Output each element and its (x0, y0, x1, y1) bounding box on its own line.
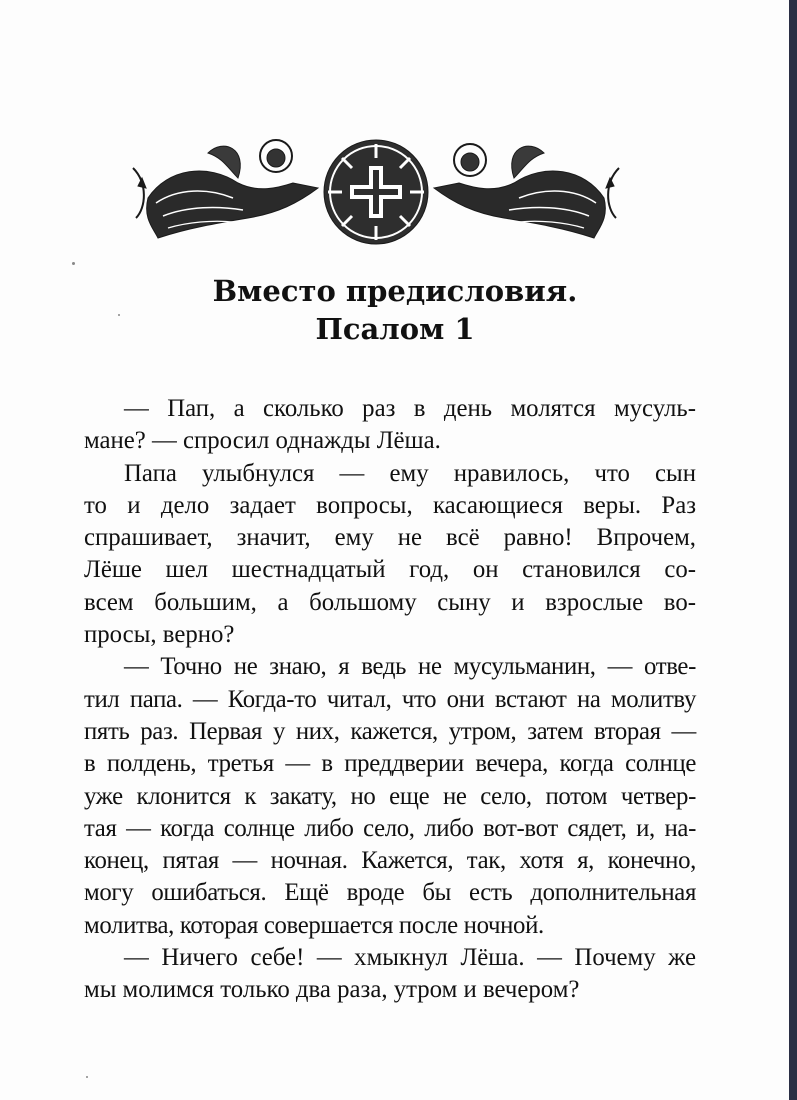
body-text (84, 393, 696, 1007)
text-line: в полдень, третья — в преддверии вечера, когда солнце (84, 750, 696, 778)
chapter-title-line-2: Псалом 1 (315, 312, 475, 346)
text-line: конец, пятая — ночная. Кажется, так, хотя я, конечно, (84, 847, 696, 875)
text-line: пять раз. Первая у них, кажется, утром, затем вторая — (84, 717, 696, 745)
paragraph (84, 651, 696, 942)
paragraph (84, 393, 696, 458)
text-line: всем большим, а большому сыну и взрослые во- (84, 588, 696, 616)
chapter-title-line-1: Вместо предисловия. (212, 274, 578, 308)
text-line: тил папа. — Когда-то читал, что они встают на молитву (84, 685, 696, 713)
text-line: — Пап, а сколько раз в день молятся мусуль- (124, 395, 696, 422)
paragraph (84, 458, 696, 652)
left-angel-icon (133, 140, 318, 238)
page-edge (789, 0, 797, 1100)
right-angel-icon (434, 144, 619, 238)
paper-speck (86, 1076, 88, 1078)
paper-speck (72, 262, 75, 265)
text-line: мы молимся только два раза, утром и вечером? (84, 976, 580, 1004)
text-line: молитва, которая совершается после ночной. (84, 911, 544, 939)
text-line: спрашивает, значит, ему не всё равно! Впрочем, (84, 524, 696, 552)
text-line: мане? — спросил однажды Лёша. (84, 427, 441, 455)
cross-medallion-icon (324, 140, 428, 244)
angels-with-cross-medallion-icon (128, 128, 624, 256)
text-line: Лёше шел шестнадцатый год, он становился со- (84, 556, 696, 584)
paper-speck (118, 314, 120, 316)
text-line: — Ничего себе! — хмыкнул Лёша. — Почему же (124, 944, 696, 972)
paragraph (84, 942, 696, 1007)
text-line: Папа улыбнулся — ему нравилось, что сын (124, 459, 696, 487)
text-line: просы, верно? (84, 621, 235, 649)
text-line: уже клонится к закату, но еще не село, потом четвер- (84, 782, 696, 810)
text-line: то и дело задает вопросы, касающиеся веры. Раз (84, 491, 696, 519)
text-line: могу ошибаться. Ещё вроде бы есть дополнительная (84, 879, 696, 907)
chapter-title (100, 272, 690, 348)
text-line: — Точно не знаю, я ведь не мусульманин, — отве- (124, 653, 696, 681)
text-line: тая — когда солнце либо село, либо вот-вот сядет, и, на- (84, 814, 696, 842)
